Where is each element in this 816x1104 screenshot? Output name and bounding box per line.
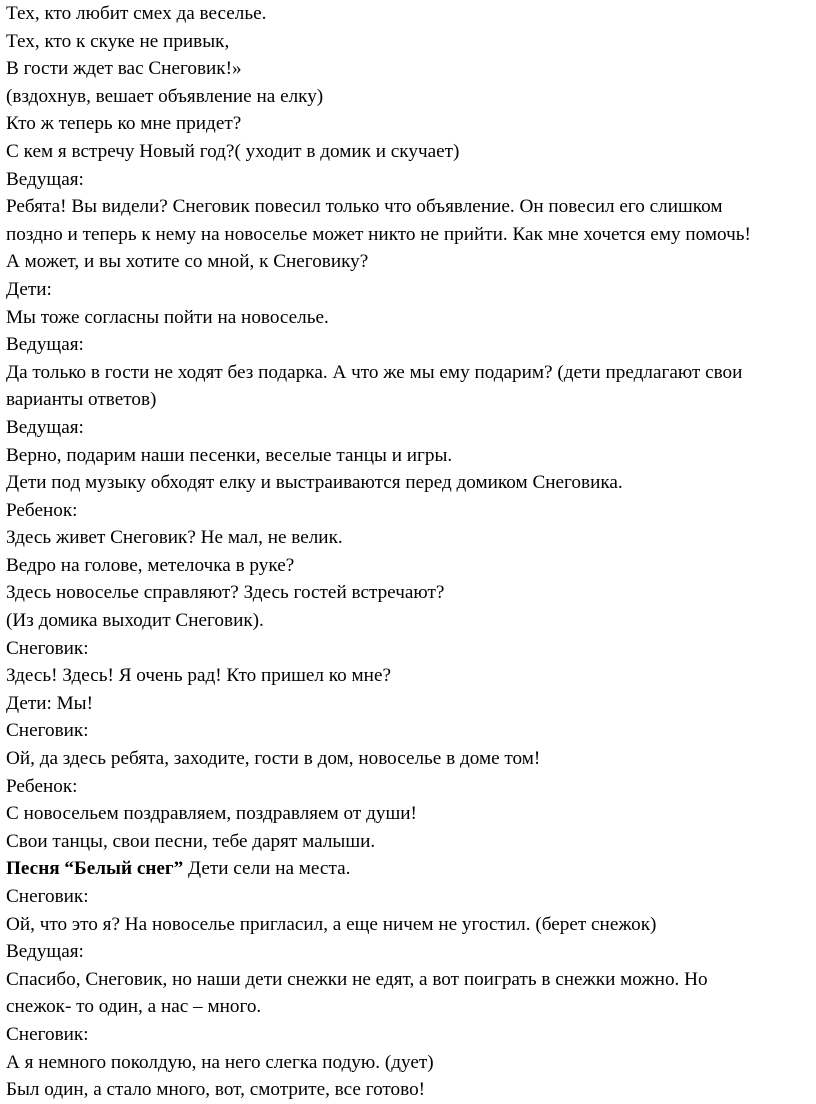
text-line: С новосельем поздравляем, поздравляем от души!	[6, 803, 417, 825]
text-line: Ой, да здесь ребята, заходите, гости в дом, новоселье в доме том!	[6, 748, 541, 770]
text-line: Тех, кто любит смех да веселье.	[6, 3, 267, 24]
text-line: Свои танцы, свои песни, тебе дарят малыши.	[6, 830, 376, 852]
song-line	[6, 855, 812, 883]
text-line: Спасибо, Снеговик, но наши дети снежки не едят, а вот поиграть в снежки можно. Но	[6, 968, 708, 990]
text-line: Ребята! Вы видели? Снеговик повесил только что объявление. Он повесил его слишком	[6, 196, 723, 218]
text-line: Дети под музыку обходят елку и выстраиваются перед домиком Снеговика.	[6, 472, 623, 494]
document-page	[6, 0, 812, 1104]
text-line: Дети: Мы!	[6, 692, 93, 714]
text-line: снежок- то один, а нас – много.	[6, 996, 262, 1018]
song-title: Песня “Белый снег”	[6, 858, 184, 880]
text-line: Снеговик:	[6, 886, 89, 907]
text-line: варианты ответов)	[6, 389, 157, 411]
text-line: Ведущая:	[6, 334, 84, 356]
text-line: Ой, что это я? На новоселье пригласил, а еще ничем не угостил. (берет снежок)	[6, 913, 657, 935]
text-line: С кем я встречу Новый год?( уходит в домик и скучает)	[6, 140, 460, 162]
text-line: А я немного поколдую, на него слегка подую. (дует)	[6, 1051, 434, 1073]
text-line: Тех, кто к скуке не привык,	[6, 30, 230, 52]
text-line: Да только в гости не ходят без подарка. А что же мы ему подарим? (дети предлагают свои	[6, 361, 743, 383]
text-block-before	[6, 0, 812, 855]
text-line: Снеговик:	[6, 1023, 89, 1045]
text-line: Снеговик:	[6, 720, 89, 742]
text-line: Кто ж теперь ко мне придет?	[6, 113, 242, 135]
text-line: В гости ждет вас Снеговик!»	[6, 58, 242, 80]
text-line: Дети:	[6, 278, 52, 300]
text-block-after	[6, 883, 812, 1104]
text-line: (вздохнув, вешает объявление на елку)	[6, 85, 324, 107]
text-line: Снеговик:	[6, 637, 89, 659]
song-stage-direction: Дети сели на места.	[183, 858, 351, 880]
text-line: Здесь новоселье справляют? Здесь гостей встречают?	[6, 582, 445, 604]
text-line: Ребенок:	[6, 499, 78, 521]
text-line: Верно, подарим наши песенки, веселые танцы и игры.	[6, 444, 453, 466]
text-line: Ведущая:	[6, 416, 84, 438]
text-line: (Из домика выходит Снеговик).	[6, 610, 264, 632]
text-line: Был один, а стало много, вот, смотрите, все готово!	[6, 1079, 426, 1101]
text-line: Ребенок:	[6, 775, 78, 797]
text-line: А может, и вы хотите со мной, к Снеговику?	[6, 251, 369, 273]
text-line: Ведущая:	[6, 168, 84, 190]
text-line: Ведущая:	[6, 941, 84, 963]
text-line: Ведро на голове, метелочка в руке?	[6, 554, 295, 576]
text-line: поздно и теперь к нему на новоселье может никто не прийти. Как мне хочется ему помочь!	[6, 223, 751, 245]
text-line: Здесь живет Снеговик? Не мал, не велик.	[6, 527, 343, 549]
text-line: Мы тоже согласны пойти на новоселье.	[6, 306, 329, 328]
text-line: Здесь! Здесь! Я очень рад! Кто пришел ко мне?	[6, 665, 391, 687]
